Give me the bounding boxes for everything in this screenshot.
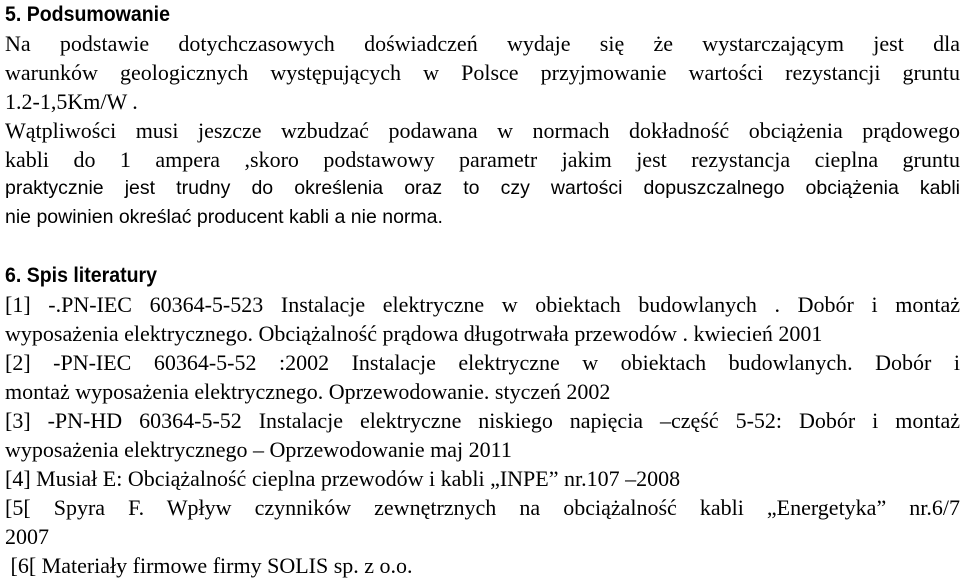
literature-line-8: [5[ Spyra F. Wpływ czynników zewnętrznych na obciążalność kabli „Energetyka” nr.6/7 <box>5 495 960 520</box>
spacer <box>5 232 960 261</box>
summary-p2-line-2: kabli do 1 ampera ,skoro podstawowy parametr jakim jest rezystancja cieplna gruntu <box>5 147 960 172</box>
document-page <box>5 0 960 580</box>
literature-line-10: [6[ Materiały firmowe firmy SOLIS sp. z o.o. <box>5 553 413 578</box>
literature-line-2: wyposażenia elektrycznego. Obciążalność prądowa długotrwała przewodów . kwiecień 2001 <box>5 321 823 346</box>
literature-line-3: [2] -PN-IEC 60364-5-52 :2002 Instalacje elektryczne w obiektach budowlanych. Dobór i <box>5 350 960 375</box>
summary-p2-line-4: nie powinien określać producent kabli a nie norma. <box>5 206 443 228</box>
summary-p2-line-1: Wątpliwości musi jeszcze wzbudzać podawana w normach dokładność obciążenia prądowego <box>5 118 960 143</box>
literature-line-4: montaż wyposażenia elektrycznego. Oprzewodowanie. styczeń 2002 <box>5 379 611 404</box>
literature-line-9: 2007 <box>5 524 49 549</box>
literature-line-6: wyposażenia elektrycznego – Oprzewodowanie maj 2011 <box>5 437 512 462</box>
literature-line-7: [4] Musiał E: Obciążalność cieplna przewodów i kabli „INPE” nr.107 –2008 <box>5 466 681 491</box>
summary-heading: 5. Podsumowanie <box>5 3 170 26</box>
literature-heading: 6. Spis literatury <box>5 264 157 287</box>
summary-p2-line-3: praktycznie jest trudny do określenia oraz to czy wartości dopuszczalnego obciążenia kabli <box>5 177 960 199</box>
literature-line-1: [1] -.PN-IEC 60364-5-523 Instalacje elektryczne w obiektach budowlanych . Dobór i montaż <box>5 292 960 317</box>
summary-p1-line-1: Na podstawie dotychczasowych doświadczeń wydaje się że wystarczającym jest dla <box>5 31 960 56</box>
summary-p1-line-3: 1.2-1,5Km/W . <box>5 89 138 114</box>
summary-p1-line-2: warunków geologicznych występujących w Polsce przyjmowanie wartości rezystancji gruntu <box>5 60 960 85</box>
literature-line-5: [3] -PN-HD 60364-5-52 Instalacje elektryczne niskiego napięcia –część 5-52: Dobór i montaż <box>5 408 960 433</box>
